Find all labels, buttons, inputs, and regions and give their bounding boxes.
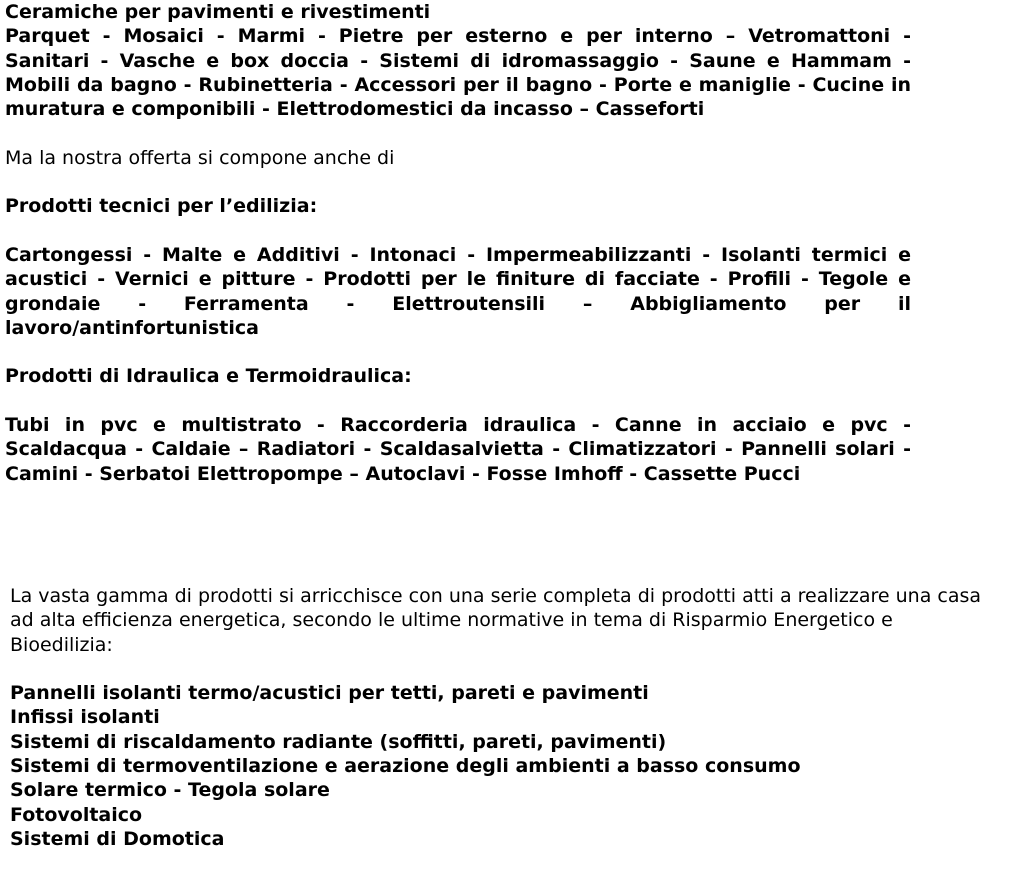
spacer <box>10 657 1000 681</box>
spacer <box>5 170 911 194</box>
products-list-ceramics: Parquet - Mosaici - Marmi - Pietre per esterno e per interno – Vetromattoni - Sanitari - Vasche e box doccia - Sistemi di idromassaggio - Saune e Hammam - Mobili da bagno - Rubinetteria - Accessori per il bagno - Porte e maniglie - Cucine in muratura e componibili - Elettrodomestici da incasso – Casseforti <box>5 25 911 121</box>
section-heading-plumbing: Prodotti di Idraulica e Termoidraulica: <box>5 365 412 388</box>
spacer <box>5 219 911 243</box>
energy-section <box>10 584 1000 851</box>
energy-item: Solare termico - Tegola solare <box>10 779 330 802</box>
intro-line: Ma la nostra offerta si compone anche di <box>5 146 395 169</box>
products-list-plumbing: Tubi in pvc e multistrato - Raccorderia idraulica - Canne in acciaio e pvc - Scaldacqua - Caldaie – Radiatori - Scaldasalvietta - Climatizzatori - Pannelli solari - Camini - Serbatoi Elettropompe – Autoclavi - Fosse Imhoff - Cassette Pucci <box>5 414 911 485</box>
spacer <box>5 340 911 364</box>
energy-item: Sistemi di Domotica <box>10 827 225 850</box>
energy-item: Sistemi di riscaldamento radiante (soffitti, pareti, pavimenti) <box>10 730 667 753</box>
main-column <box>5 0 911 486</box>
spacer <box>5 389 911 413</box>
products-list-technical: Cartongessi - Malte e Additivi - Intonaci - Impermeabilizzanti - Isolanti termici e acustici - Vernici e pitture - Prodotti per le finiture di facciate - Profili - Tegole e grondaie - Ferramenta - Elettroutensili – Abbigliamento per il lavoro/antinfortunistica <box>5 243 911 339</box>
energy-item: Pannelli isolanti termo/acustici per tetti, pareti e pavimenti <box>10 682 649 705</box>
energy-item: Infissi isolanti <box>10 706 160 729</box>
energy-item: Fotovoltaico <box>10 803 143 826</box>
energy-intro: La vasta gamma di prodotti si arricchisce con una serie completa di prodotti atti a realizzare una casa ad alta efficienza energetica, secondo le ultime normative in tema di Risparmio Energetico e Bioedilizia: <box>10 585 982 656</box>
section-heading-technical: Prodotti tecnici per l’edilizia: <box>5 195 318 218</box>
energy-item: Sistemi di termoventilazione e aerazione degli ambienti a basso consumo <box>10 755 801 778</box>
spacer <box>5 121 911 145</box>
section-heading-ceramics: Ceramiche per pavimenti e rivestimenti <box>5 1 431 23</box>
